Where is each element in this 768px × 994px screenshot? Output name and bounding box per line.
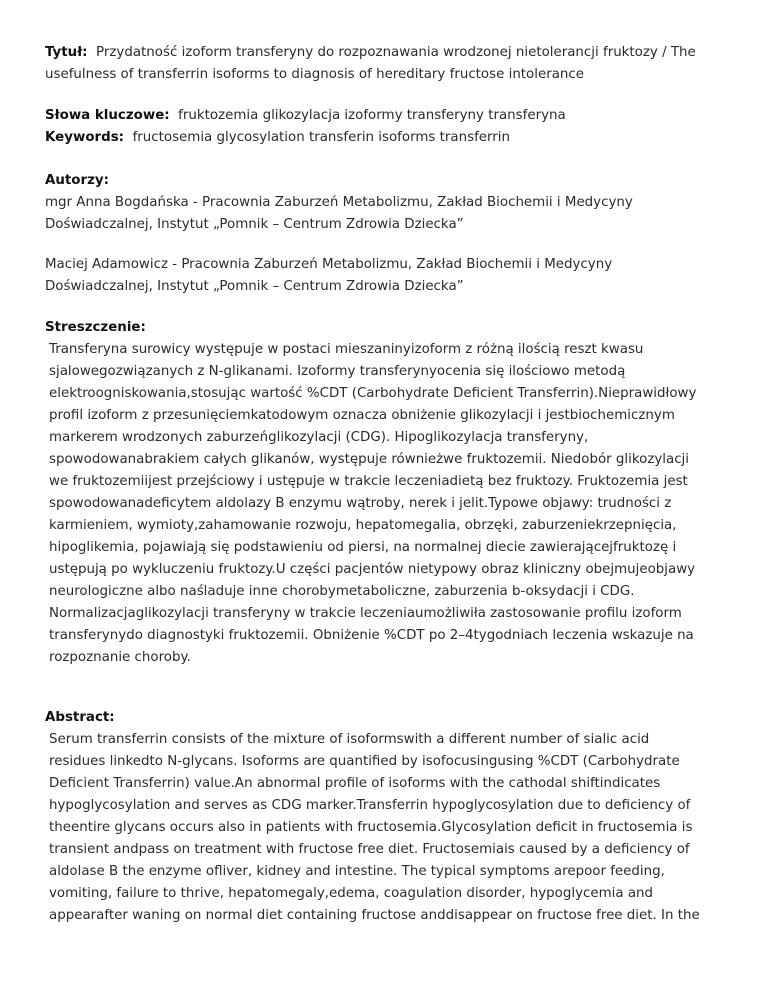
- abstract-line: vomiting, failure to thrive, hepatomegaly,edema, coagulation disorder, hypoglycemia and: [49, 886, 654, 901]
- title-line-1: [45, 42, 721, 64]
- abstract-line: Deficient Transferrin) value.An abnormal profile of isoforms with the cathodal shiftindicates: [49, 776, 661, 791]
- author-2: [45, 254, 721, 298]
- streszczenie-line: we fruktozemiijest przejściowy i ustępuje w trakcie leczeniadietą bez fruktozy. Fruktozemia jest: [49, 474, 688, 489]
- title-text-1: Przydatność izoform transferyny do rozpoznawania wrodzonej nietolerancji fruktozy / The: [96, 45, 696, 60]
- streszczenie-line: profil izoform z przesunięciemkatodowym oznacza obniżenie glikozylacji i jestbiochemicznym: [49, 408, 675, 423]
- streszczenie-body: [45, 339, 721, 669]
- keywords-pl-value: fruktozemia glikozylacja izoformy transferyny transferyna: [178, 108, 566, 123]
- streszczenie-line: markerem wrodzonych zaburzeńglikozylacji (CDG). Hipoglikozylacja transferyny,: [49, 430, 589, 445]
- keywords-pl: [45, 105, 721, 127]
- abstract-line: appearafter waning on normal diet containing fructose anddisappear on fructose free diet. In the: [49, 908, 700, 923]
- streszczenie-line: Normalizacjaglikozylacji transferyny w trakcie leczeniaumożliwiła zastosowanie profilu izoform: [49, 606, 682, 621]
- abstract-line: hypoglycosylation and serves as CDG marker.Transferrin hypoglycosylation due to deficiency of: [49, 798, 691, 813]
- keywords-pl-label: Słowa kluczowe:: [45, 108, 170, 123]
- streszczenie-line: ustępują po wykluczeniu fruktozy.U części pacjentów nietypowy obraz kliniczny obejmujeobjawy: [49, 562, 696, 577]
- streszczenie-line: Transferyna surowicy występuje w postaci mieszaninyizoform z różną ilością reszt kwasu: [49, 342, 644, 357]
- abstract-line: theentire glycans occurs also in patients with fructosemia.Glycosylation deficit in fructosemia is: [49, 820, 693, 835]
- streszczenie-line: spowodowanabrakiem całych glikanów, występuje równieżwe fruktozemii. Niedobór glikozylacji: [49, 452, 689, 467]
- streszczenie-line: sjalowegozwiązanych z N-glikanami. Izoformy transferynyocenia się ilościowo metodą: [49, 364, 626, 379]
- keywords-en: [45, 127, 721, 149]
- streszczenie-line: neurologiczne albo naśladuje inne chorobymetaboliczne, zaburzenia b-oksydacji i CDG.: [49, 584, 635, 599]
- authors-heading: Autorzy:: [45, 173, 109, 188]
- title-text-2: usefulness of transferrin isoforms to diagnosis of hereditary fructose intolerance: [45, 67, 585, 82]
- author-1-line-1: mgr Anna Bogdańska - Pracownia Zaburzeń Metabolizmu, Zakład Biochemii i Medycyny: [45, 195, 633, 210]
- keywords-en-value: fructosemia glycosylation transferin isoforms transferrin: [132, 130, 510, 145]
- streszczenie-heading: Streszczenie:: [45, 320, 146, 335]
- keywords-en-label: Keywords:: [45, 130, 125, 145]
- author-2-line-2: Doświadczalnej, Instytut „Pomnik – Centrum Zdrowia Dziecka”: [45, 279, 464, 294]
- streszczenie-line: elektroogniskowania,stosując wartość %CDT (Carbohydrate Deficient Transferrin).Nieprawidłowy: [49, 386, 697, 401]
- streszczenie-line: transferynydo diagnostyki fruktozemii. Obniżenie %CDT po 2–4tygodniach leczenia wskazuje na: [49, 628, 694, 643]
- streszczenie-line: rozpoznanie choroby.: [49, 650, 191, 665]
- streszczenie-line: karmieniem, wymioty,zahamowanie rozwoju, hepatomegalia, obrzęki, zaburzeniekrzepnięcia,: [49, 518, 677, 533]
- title-section: [45, 42, 721, 86]
- streszczenie-section: [45, 317, 721, 669]
- abstract-section: [45, 707, 721, 927]
- abstract-line: residues linkedto N-glycans. Isoforms are quantified by isofocusingusing %CDT (Carbohydrate: [49, 754, 680, 769]
- author-2-line-1: Maciej Adamowicz - Pracownia Zaburzeń Metabolizmu, Zakład Biochemii i Medycyny: [45, 257, 613, 272]
- streszczenie-line: hipoglikemia, pojawiają się podstawieniu od piersi, na normalnej diecie zawierającejfruktozę i: [49, 540, 677, 555]
- abstract-line: transient andpass on treatment with fructose free diet. Fructosemiais caused by a deficiency of: [49, 842, 690, 857]
- streszczenie-line: spowodowanadeficytem aldolazy B enzymu wątroby, nerek i jelit.Typowe objawy: trudności z: [49, 496, 672, 511]
- abstract-heading: Abstract:: [45, 710, 115, 725]
- abstract-line: Serum transferrin consists of the mixture of isoformswith a different number of sialic acid: [49, 732, 650, 747]
- authors-section: [45, 170, 721, 236]
- abstract-line: aldolase B the enzyme ofliver, kidney and intestine. The typical symptoms arepoor feeding,: [49, 864, 665, 879]
- author-1-line-2: Doświadczalnej, Instytut „Pomnik – Centrum Zdrowia Dziecka”: [45, 217, 464, 232]
- abstract-body: [45, 729, 721, 927]
- keywords-section: [45, 105, 721, 149]
- title-label: Tytuł:: [45, 45, 88, 60]
